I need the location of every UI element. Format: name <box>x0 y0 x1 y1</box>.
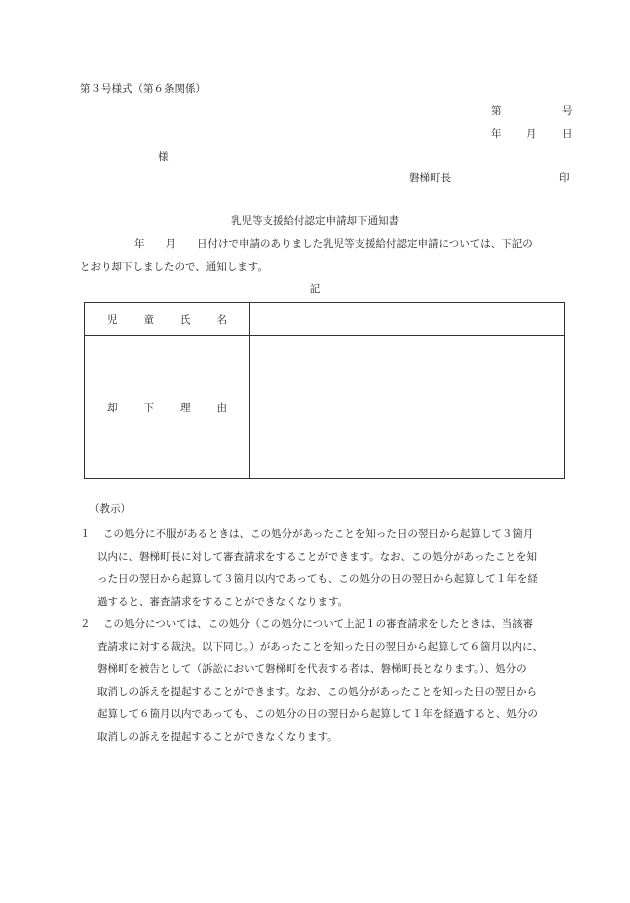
body-line-2: とおり却下しましたので、通知します。 <box>80 261 268 273</box>
table-row-child-name <box>85 303 565 336</box>
note-number: １ <box>80 528 91 540</box>
note-line: 取消しの訴えを提起することができます。なお、この処分があったことを知った日の翌日から <box>97 685 538 698</box>
label-char: 児 <box>107 313 118 326</box>
note-line: 取消しの訴えを提起することができなくなります。 <box>97 730 338 743</box>
date-month: 月 <box>526 128 537 140</box>
label-char: 氏 <box>180 313 191 326</box>
note-line: った日の翌日から起算して３箇月以内であっても、この処分の日の翌日から起算して１年を経 <box>97 573 538 585</box>
note-line: 過すると、審査請求をすることができなくなります。 <box>97 595 349 608</box>
doc-number-suffix: 号 <box>562 105 573 117</box>
notes-heading: （教示） <box>89 503 131 515</box>
child-name-label <box>85 303 250 336</box>
note-line: 査請求に対する裁決。以下同じ。）があったことを知った日の翌日から起算して６箇月以内に、 <box>97 640 544 653</box>
doc-number-prefix: 第 <box>491 105 502 117</box>
date-year: 年 <box>491 128 502 140</box>
ki-heading: 記 <box>309 283 321 295</box>
form-number: 第３号様式（第６条関係） <box>80 83 206 95</box>
info-table <box>84 302 565 479</box>
note-line: この処分に不服があるときは、この処分があったことを知った日の翌日から起算して３箇月 <box>103 528 534 540</box>
child-name-value <box>250 303 565 336</box>
body-line-1: 年 月 日付けで申請のありました乳児等支援給付認定申請については、下記の <box>134 238 533 250</box>
note-text <box>97 613 580 748</box>
label-char: 下 <box>143 401 154 414</box>
note-text <box>97 523 580 613</box>
rejection-reason-label <box>85 336 250 479</box>
recipient-honorific: 様 <box>158 151 169 163</box>
document-title: 乳児等支援給付認定申請却下通知書 <box>231 215 399 227</box>
table-row-rejection-reason <box>85 336 565 479</box>
label-char: 童 <box>143 313 154 326</box>
note-item-1 <box>80 523 580 613</box>
note-item-2 <box>80 613 580 748</box>
label-char: 理 <box>180 401 191 414</box>
notes-list <box>80 523 580 748</box>
seal-mark: 印 <box>559 172 570 184</box>
note-line: この処分については、この処分（この処分について上記１の審査請求をしたときは、当該審 <box>103 618 534 630</box>
note-line: 起算して６箇月以内であっても、この処分の日の翌日から起算して１年を経過すると、処分の <box>97 708 538 720</box>
note-number: ２ <box>80 618 91 630</box>
label-char: 由 <box>216 401 227 414</box>
note-line: 以内に、磐梯町長に対して審査請求をすることができます。なお、この処分があったことを知 <box>97 550 538 563</box>
label-char: 名 <box>216 313 227 326</box>
label-char: 却 <box>107 401 118 414</box>
date-day: 日 <box>562 128 573 140</box>
rejection-reason-value <box>250 336 565 479</box>
issuer-name: 磐梯町長 <box>409 172 451 184</box>
note-line: 磐梯町を被告として（訴訟において磐梯町を代表する者は、磐梯町長となります。）、処分の <box>97 663 527 675</box>
